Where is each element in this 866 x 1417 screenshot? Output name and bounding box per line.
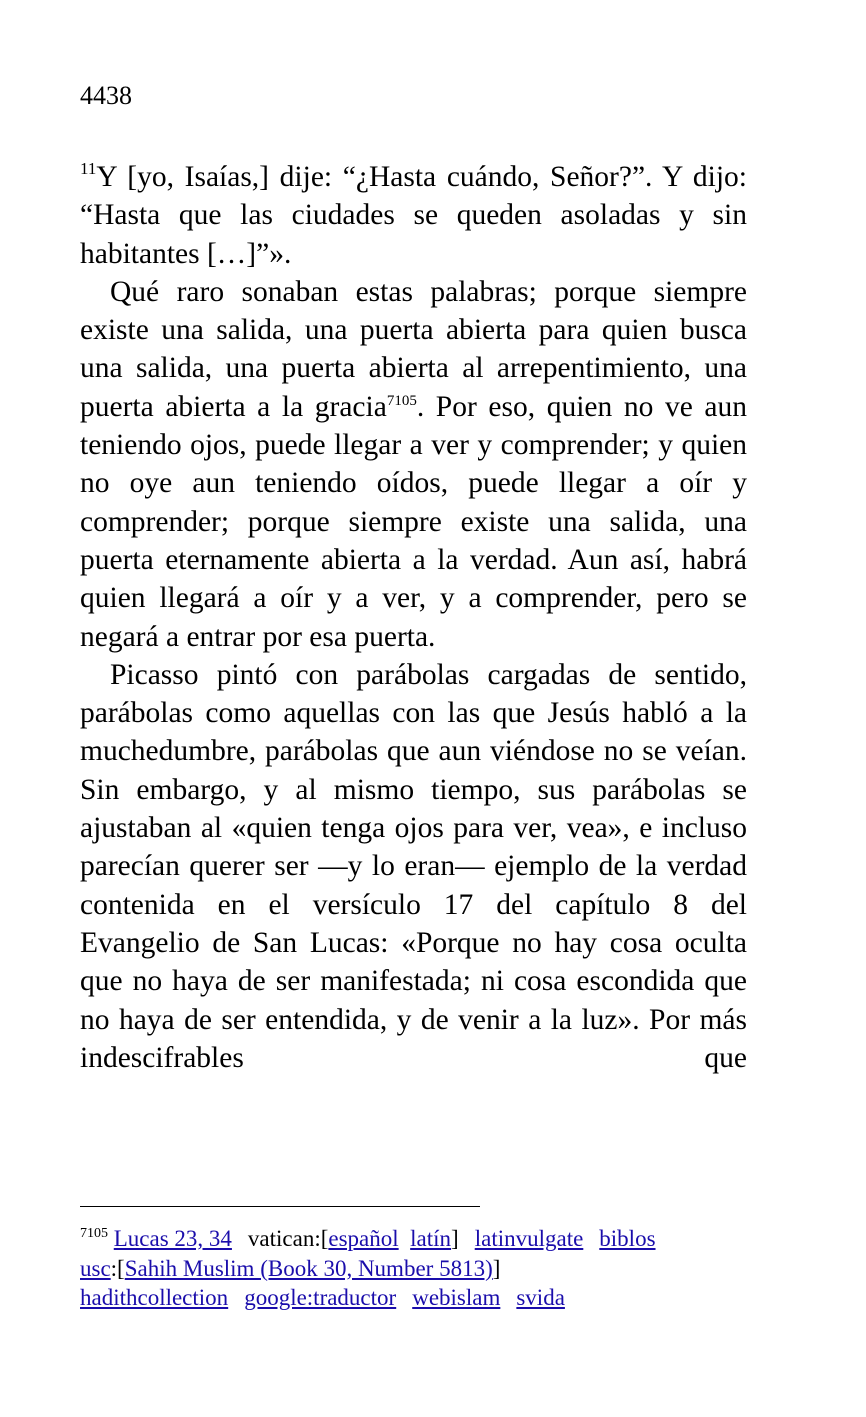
footnote-line-2	[80, 1254, 760, 1284]
paragraph-2-text-a: Qué raro sonaban estas palabras; porque siempre existe una salida, una puerta abierta para quien busca una salida, una puerta abierta al arrepentimiento, una puerta abierta a la gracia	[80, 275, 747, 423]
link-latinvulgate[interactable]: latinvulgate	[474, 1226, 584, 1251]
footnote-line-3	[80, 1283, 760, 1313]
page-number: 4438	[80, 81, 132, 110]
link-webislam[interactable]: webislam	[412, 1285, 501, 1310]
link-espanol[interactable]: español	[328, 1226, 399, 1251]
paragraph-1-text: Y [yo, Isaías,] dije: “¿Hasta cuándo, Señor?”. Y dijo: “Hasta que las ciudades se queden asoladas y sin habitantes […]”».	[80, 161, 747, 270]
paragraph-1	[80, 158, 747, 273]
footnote-block	[80, 1224, 760, 1313]
verse-number: 11	[80, 159, 97, 178]
link-usc[interactable]: usc	[80, 1255, 111, 1281]
vatican-prefix: vatican:[	[247, 1226, 329, 1251]
link-hadithcollection[interactable]: hadithcollection	[80, 1285, 229, 1310]
link-lucas[interactable]: Lucas 23, 34	[113, 1226, 232, 1251]
link-google-traductor[interactable]: google:traductor	[244, 1285, 397, 1310]
link-svida[interactable]: svida	[516, 1285, 565, 1310]
link-sahih-muslim[interactable]: Sahih Muslim (Book 30, Number 5813)	[124, 1255, 493, 1281]
link-latin[interactable]: latín	[410, 1226, 452, 1251]
paragraph-3	[80, 656, 747, 1077]
footnote-reference[interactable]: 7105	[386, 392, 417, 409]
paragraph-2-text-b: . Por eso, quien no ve aun teniendo ojos, puede llegar a ver y comprender; y quien no oye aun teniendo oídos, puede llegar a oír y comprender; porque siempre existe una salida, una puerta eternamente abierta a la verdad. Aun así, habrá quien llegará a oír y a ver, y a comprender, pero se negará a entrar por esa puerta.	[80, 390, 748, 653]
vatican-suffix: ]	[451, 1226, 459, 1251]
footnote-separator	[80, 1206, 480, 1207]
footnote-line-1	[80, 1224, 760, 1254]
paragraph-2	[80, 273, 747, 656]
paragraph-3-text: Picasso pintó con parábolas cargadas de sentido, parábolas como aquellas con las que Jesús habló a la muchedumbre, parábolas que aun viéndose no se veían. Sin embargo, y al mismo tiempo, sus parábolas se ajustaban al «quien tenga ojos para ver, vea», e incluso parecían querer ser —y lo eran— ejemplo de la verdad contenida en el versículo 17 del capítulo 8 del Evangelio de San Lucas: «Porque no hay cosa oculta que no haya de ser manifestada; ni cosa escondida que no haya de ser entendida, y de venir a la luz». Por más indescifrables que	[80, 658, 747, 1074]
footnote-number: 7105	[80, 1226, 108, 1241]
body-text	[80, 158, 747, 1077]
usc-bracket-close: ]	[492, 1255, 501, 1281]
usc-bracket-open: :[	[110, 1255, 125, 1281]
link-biblos[interactable]: biblos	[599, 1226, 656, 1251]
